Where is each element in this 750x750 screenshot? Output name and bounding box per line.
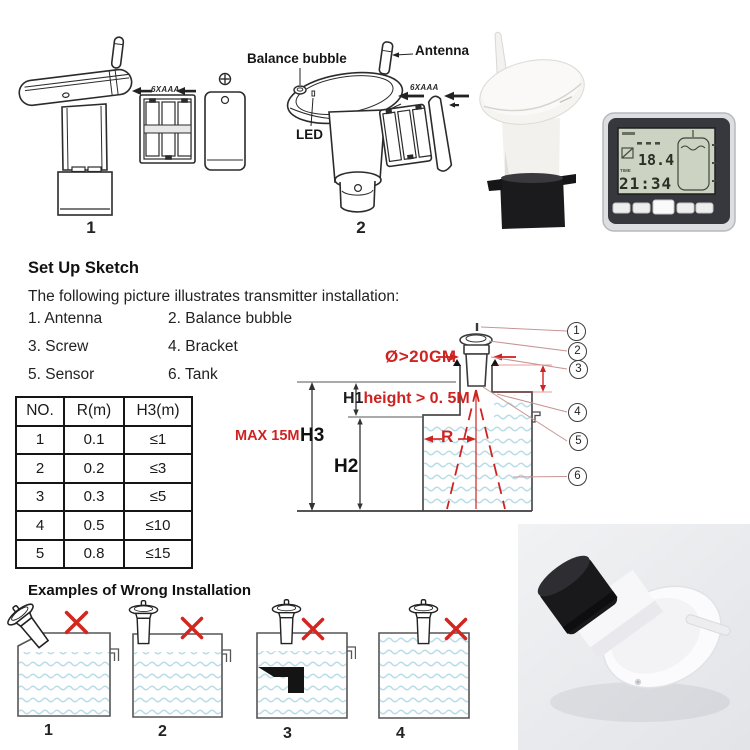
height-note: height > 0. 5M xyxy=(363,390,470,407)
cell: ≤1 xyxy=(124,426,192,455)
tilted-sensor xyxy=(6,598,56,654)
battery-pack-drawing xyxy=(140,95,195,163)
h3-label: H3 xyxy=(300,425,325,446)
cell: 3 xyxy=(16,483,64,512)
table-header-r: R(m) xyxy=(64,397,124,426)
setup-intro: The following picture illustrates transmitter installation: xyxy=(28,288,400,305)
h1-height-note xyxy=(343,390,470,408)
max-range-label: MAX 15M xyxy=(235,428,300,444)
cell: 0.2 xyxy=(64,454,124,483)
radius-label: R xyxy=(441,427,454,446)
transmitter-body xyxy=(329,110,385,212)
setup-heading: Set Up Sketch xyxy=(28,259,139,277)
table-row xyxy=(16,511,192,540)
cell: 4 xyxy=(16,511,64,540)
example-1-number: 1 xyxy=(44,722,53,739)
sensor-black-base xyxy=(487,173,576,229)
battery-cover-drawing xyxy=(428,95,452,171)
wrong-example-2 xyxy=(125,598,237,723)
fig1-battery-label: 6XAAA xyxy=(151,85,180,94)
transmitter-antenna xyxy=(379,41,393,74)
wrong-example-1 xyxy=(6,598,124,723)
receiver-stand xyxy=(58,104,112,215)
sensor-drawing xyxy=(272,600,300,644)
cell: 5 xyxy=(16,540,64,569)
balance-bubble-label: Balance bubble xyxy=(247,51,347,66)
legend-tank: 6. Tank xyxy=(168,366,218,383)
h2-label: H2 xyxy=(334,456,359,477)
photo-shadow xyxy=(550,682,730,722)
table-row xyxy=(16,426,192,455)
inlet-pipe xyxy=(222,650,231,662)
water-waves xyxy=(134,652,221,716)
sensor-drawing xyxy=(460,323,492,386)
table-header-h3: H3(m) xyxy=(124,397,192,426)
cell: ≤15 xyxy=(124,540,192,569)
cell: 0.3 xyxy=(64,483,124,512)
legend-antenna: 1. Antenna xyxy=(28,310,103,327)
callout-6: 6 xyxy=(568,467,587,486)
wrong-install-heading: Examples of Wrong Installation xyxy=(28,582,252,599)
led-label: LED xyxy=(296,127,323,142)
sensor-side-photo xyxy=(518,524,750,750)
wrong-example-3 xyxy=(250,598,356,726)
table-row xyxy=(16,454,192,483)
legend-bracket: 4. Bracket xyxy=(168,338,238,355)
h1-label: H1 xyxy=(343,390,364,407)
callout-5: 5 xyxy=(569,432,588,451)
legend-screw: 3. Screw xyxy=(28,338,89,355)
sensor-drawing xyxy=(409,600,437,644)
water-waves xyxy=(380,637,468,717)
product-photo-top xyxy=(462,30,750,242)
table-row xyxy=(16,483,192,512)
sensor-photo xyxy=(474,32,591,229)
callout-4: 4 xyxy=(568,403,587,422)
balance-bubble-drawing xyxy=(294,86,306,94)
antenna-label: Antenna xyxy=(415,43,469,58)
example-2-number: 2 xyxy=(158,723,167,740)
receiver-pod xyxy=(18,68,133,107)
legend-balance-bubble: 2. Balance bubble xyxy=(168,310,293,327)
display-unit-photo xyxy=(603,113,735,231)
led-drawing xyxy=(312,91,315,96)
red-x-icon xyxy=(303,619,322,638)
product-photo-bottom xyxy=(518,524,750,750)
cell: ≤3 xyxy=(124,454,192,483)
example-4-number: 4 xyxy=(396,725,405,742)
lcd-time-label: TIME xyxy=(620,168,631,173)
figure-1-receiver-drawing xyxy=(5,28,250,228)
lcd-time-value: 21:34 xyxy=(619,174,673,193)
cell: 0.1 xyxy=(64,426,124,455)
battery-pack-drawing xyxy=(379,104,431,167)
cell: ≤5 xyxy=(124,483,192,512)
wrong-example-4 xyxy=(374,598,476,726)
inlet-pipe xyxy=(110,649,119,661)
fig2-battery-label: 6XAAA xyxy=(410,83,439,92)
diameter-label: Ø>20CM xyxy=(385,347,457,366)
table-header-no: NO. xyxy=(16,397,64,426)
cell: 1 xyxy=(16,426,64,455)
lcd-temp-value: 18.4 xyxy=(638,151,675,169)
receiver-antenna xyxy=(111,37,124,69)
table-row xyxy=(16,540,192,569)
legend-sensor: 5. Sensor xyxy=(28,366,95,383)
cell: 2 xyxy=(16,454,64,483)
callout-1: 1 xyxy=(567,322,586,341)
fig2-number: 2 xyxy=(356,218,366,237)
example-3-number: 3 xyxy=(283,725,292,742)
sensor-cap xyxy=(474,51,591,134)
callout-3: 3 xyxy=(569,360,588,379)
sensor-body xyxy=(502,118,560,182)
battery-cover-drawing xyxy=(205,92,245,170)
screw-icon xyxy=(220,74,231,85)
range-spec-table xyxy=(15,396,193,569)
cell: 0.5 xyxy=(64,511,124,540)
callout-2: 2 xyxy=(568,342,587,361)
red-x-icon xyxy=(446,619,465,638)
inlet-pipe xyxy=(347,647,356,659)
red-side-dimension xyxy=(493,365,552,392)
cell: ≤10 xyxy=(124,511,192,540)
cell: 0.8 xyxy=(64,540,124,569)
red-x-icon xyxy=(67,613,87,633)
fig1-number: 1 xyxy=(86,218,96,237)
water-waves xyxy=(19,652,109,715)
